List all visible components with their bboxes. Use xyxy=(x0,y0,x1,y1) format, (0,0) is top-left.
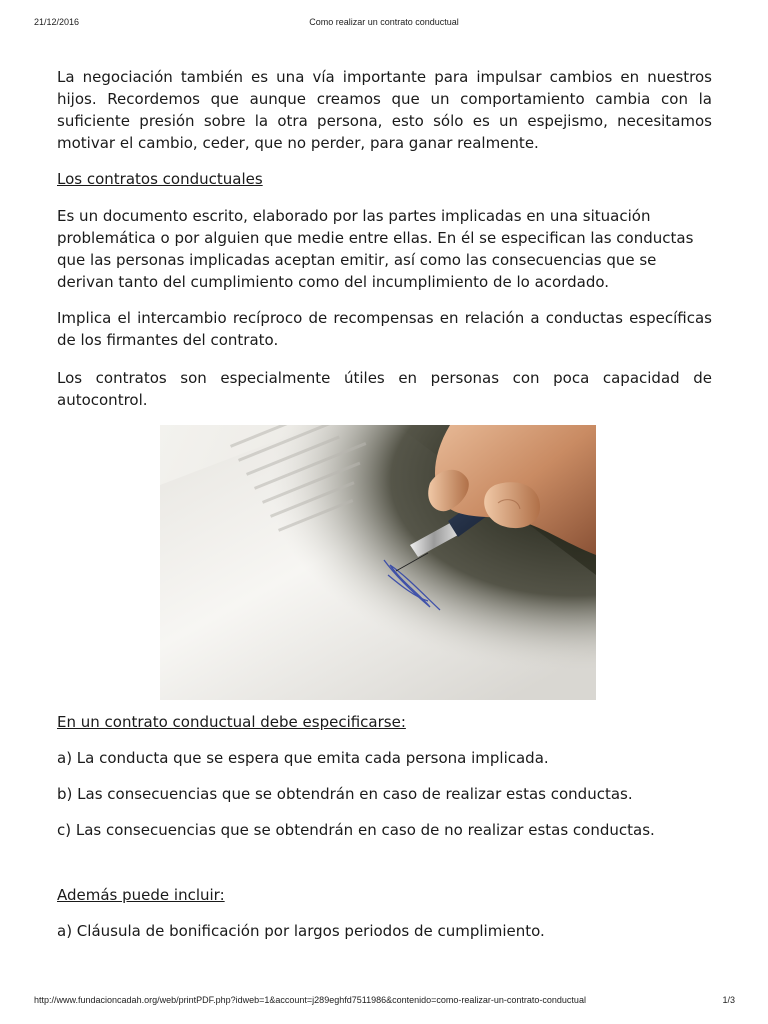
print-date: 21/12/2016 xyxy=(34,17,80,27)
intro-paragraph: La negociación también es una vía importante para impulsar cambios en nuestros hijos. Recordemos que aunque creamos que un comportamiento cambia con la suficiente presión sobre la otra persona, esto sólo es un espejismo, necesitamos motivar el cambio, ceder, que no perder, para ganar realmente. xyxy=(57,68,712,152)
signing-photo xyxy=(160,425,596,700)
usefulness-paragraph: Los contratos son especialmente útiles en personas con poca capacidad de autocontrol. xyxy=(57,369,712,409)
list-item: a) La conducta que se espera que emita cada persona implicada. xyxy=(57,749,549,767)
list-item: c) Las consecuencias que se obtendrán en caso de no realizar estas conductas. xyxy=(57,821,655,839)
section-heading-contratos: Los contratos conductuales xyxy=(57,170,263,188)
list-item: a) Cláusula de bonificación por largos periodos de cumplimiento. xyxy=(57,922,545,940)
list-item: b) Las consecuencias que se obtendrán en caso de realizar estas conductas. xyxy=(57,785,633,803)
definition-paragraph: Es un documento escrito, elaborado por las partes implicadas en una situación problemática o por alguien que medie entre ellas. En él se especifican las conductas que las personas implicadas aceptan emitir, así como las consecuencias que se derivan tanto del cumplimiento como del incumplimiento de lo acordado. xyxy=(57,207,694,291)
print-title: Como realizar un contrato conductual xyxy=(309,17,459,27)
reciprocity-paragraph: Implica el intercambio recíproco de recompensas en relación a conductas específicas de los firmantes del contrato. xyxy=(57,309,712,349)
page-number: 1/3 xyxy=(722,995,735,1005)
source-url: http://www.fundacioncadah.org/web/printPDF.php?idweb=1&account=j289eghfd7511986&contenido=como-realizar-un-contrato-conductual xyxy=(34,995,586,1005)
section-heading-especificarse: En un contrato conductual debe especificarse: xyxy=(57,713,406,731)
section-heading-ademas: Además puede incluir: xyxy=(57,886,225,904)
